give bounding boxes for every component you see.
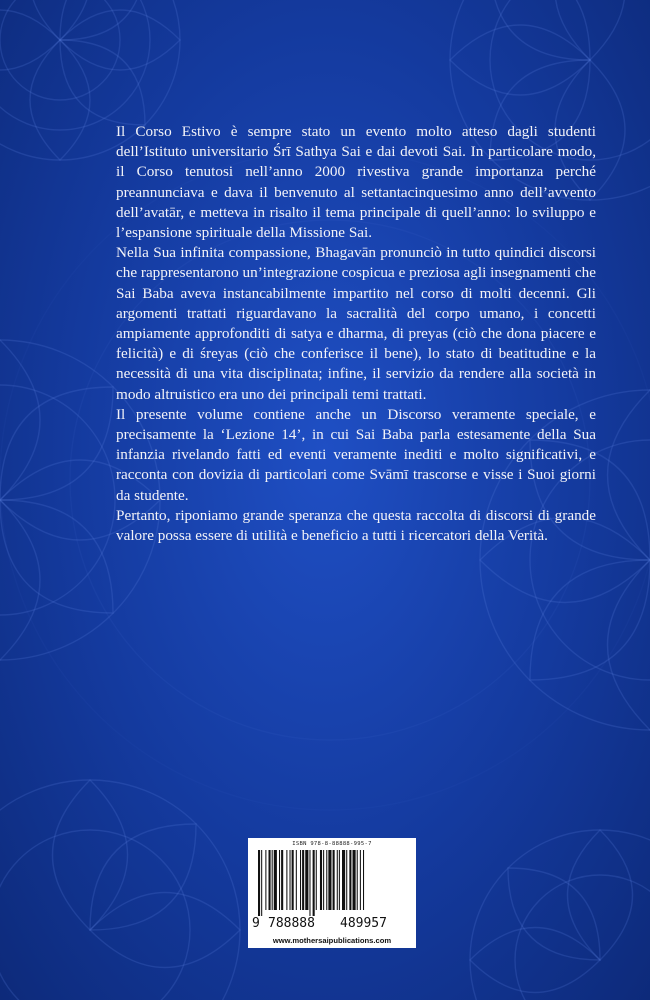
barcode-bar xyxy=(286,850,287,910)
paragraph-discourses: Nella Sua infinita compassione, Bhagavān pronunciò in tutto quindici discorsi che rappresentarono un’integrazione cospicua e preziosa agli insegnamenti che Sai Baba aveva instancabilmente impartito nel corso di molti decenni. Gli argomenti trattati riguardavano la sacralità del corpo umano, i concetti ampiamente approfonditi di satya e dharma, di preyas (ciò che dona piacere e felicità) e di śreyas (ciò che conferisce il bene), lo stato di beatitudine e la necessità di una vita disciplinata; infine, il servizio da rendere alla società in modo altruistico era uno dei principali temi trattati. xyxy=(116,244,596,403)
barcode-bar xyxy=(313,850,315,916)
barcode-bar xyxy=(346,850,347,910)
back-cover-text xyxy=(116,122,596,546)
barcode-bar xyxy=(342,850,345,910)
barcode-bar xyxy=(281,850,283,910)
barcode-bar xyxy=(279,850,280,910)
paragraph-lesson-14: Il presente volume contiene anche un Discorso veramente speciale, e precisamente la ‘Lezione 14’, in cui Sai Baba parla estesamente della Sua infanzia rivelando fatti ed eventi veramente inediti e molto significativi, e racconta con dovizia di particolari come Svāmī trascorse e visse i Suoi giorni da studente. xyxy=(116,405,596,504)
barcode-bar xyxy=(261,850,262,916)
barcode-bar xyxy=(363,850,364,910)
isbn-label: ISBN 978-8-88888-995-7 xyxy=(292,841,372,847)
barcode-bar xyxy=(265,850,266,910)
barcode-bars xyxy=(256,850,408,916)
barcode-bar xyxy=(357,850,358,910)
barcode-bar xyxy=(305,850,308,910)
paragraph-closing: Pertanto, riponiamo grande speranza che questa raccolta di discorsi di grande valore possa essere di utilità e beneficio a tutti i ricercatori della Verità. xyxy=(116,506,596,545)
barcode-bar xyxy=(258,850,260,916)
barcode-digits xyxy=(250,916,414,932)
barcode-bar xyxy=(337,850,338,910)
barcode-bar xyxy=(302,850,304,910)
barcode-bar xyxy=(326,850,327,910)
barcode-bar xyxy=(333,850,335,910)
barcode-bar xyxy=(339,850,340,910)
barcode-bar xyxy=(274,850,277,910)
publisher-url: www.mothersaipublications.com xyxy=(272,936,392,945)
barcode-digits-left: 788888 xyxy=(268,916,315,931)
barcode-bar xyxy=(353,850,356,910)
barcode-bar xyxy=(272,850,273,910)
barcode-bar xyxy=(300,850,301,910)
barcode-bar xyxy=(309,850,310,916)
barcode-digit-first: 9 xyxy=(252,916,260,931)
barcode-bar xyxy=(323,850,324,910)
barcode-bar xyxy=(320,850,322,910)
barcode-digits-right: 489957 xyxy=(340,916,387,931)
barcode-bar xyxy=(296,850,297,910)
paragraph-summer-course: Il Corso Estivo è sempre stato un evento molto atteso dagli studenti dell’Istituto universitario Śrī Sathya Sai e dai devoti Sai. In particolare modo, il Corso tenutosi nell’anno 2000 rivestiva grande importanza perché preannunciava e dava il benvenuto al settantacinquesimo anno dell’avvento dell’avatār, e metteva in risalto il tema principale di quell’anno: lo sviluppo e l’espansione spirituale della Missione Sai. xyxy=(116,123,596,242)
barcode-bar xyxy=(349,850,351,910)
barcode-bar xyxy=(328,850,331,910)
barcode-bar xyxy=(360,850,361,910)
barcode-bar xyxy=(269,850,271,910)
barcode-bar xyxy=(292,850,294,910)
barcode-bar xyxy=(316,850,317,910)
barcode-bar xyxy=(290,850,291,910)
isbn-barcode xyxy=(248,838,416,948)
